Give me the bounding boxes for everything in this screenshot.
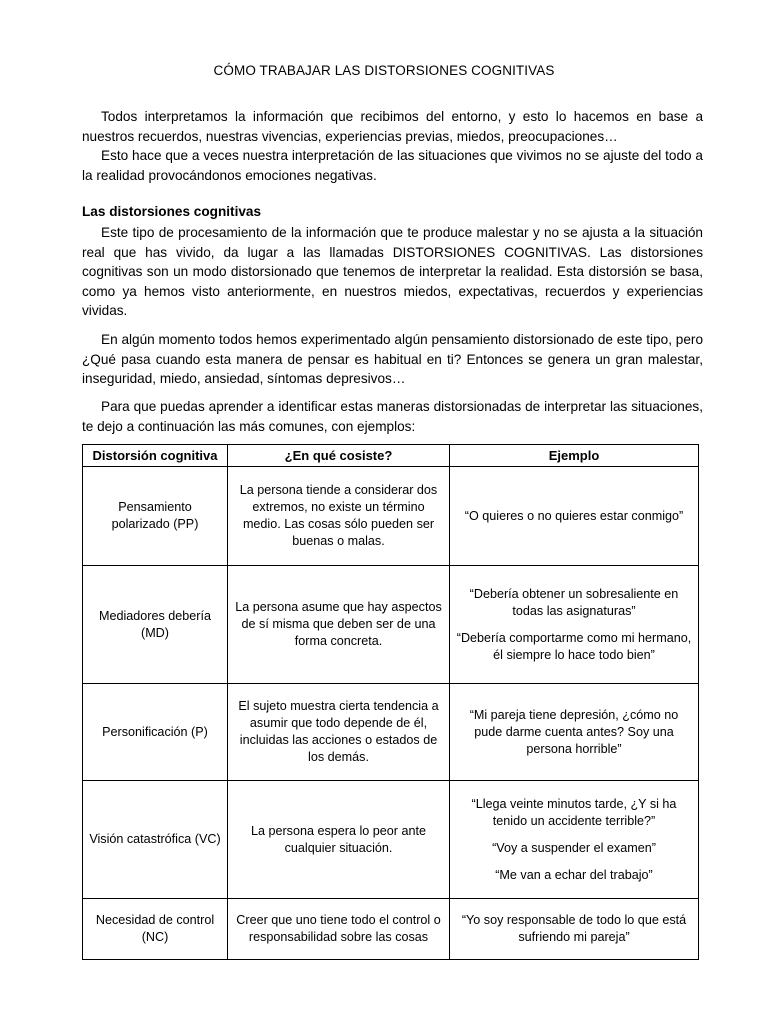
table-row — [83, 781, 699, 899]
distortion-example — [450, 684, 699, 781]
section-heading: Las distorsiones cognitivas — [82, 204, 262, 219]
distortion-description: La persona tiende a considerar dos extremos, no existe un término medio. Las cosas sólo pueden ser buenas o malas. — [228, 467, 450, 566]
distortion-name: Visión catastrófica (VC) — [83, 781, 228, 899]
distortion-description: La persona asume que hay aspectos de sí misma que deben ser de una forma concreta. — [228, 566, 450, 684]
distortion-example — [450, 467, 699, 566]
example-text: “Debería obtener un sobresaliente en todas las asignaturas” — [469, 586, 679, 618]
distortion-name: Necesidad de control (NC) — [83, 899, 228, 960]
distortion-description: El sujeto muestra cierta tendencia a asumir que todo depende de él, incluidas las acciones o estados de los demás. — [228, 684, 450, 781]
distortions-table — [82, 444, 699, 960]
page-title: CÓMO TRABAJAR LAS DISTORSIONES COGNITIVAS — [213, 63, 555, 78]
distortion-example — [450, 566, 699, 684]
table-row — [83, 467, 699, 566]
section-paragraph-3: Para que puedas aprender a identificar estas maneras distorsionadas de interpretar las situaciones, te dejo a continuación las más comunes, con ejemplos: — [82, 399, 703, 434]
section-paragraph-1: Este tipo de procesamiento de la información que te produce malestar y no se ajusta a la situación real que has vivido, da lugar a las llamadas DISTORSIONES COGNITIVAS. Las distorsiones cognitivas son un modo distorsionado que tenemos de interpretar la realidad. Esta distorsión se basa, como ya hemos visto anteriormente, en nuestros miedos, expectativas, recuerdos y experiencias vividas. — [82, 225, 703, 318]
example-text: “Voy a suspender el examen” — [492, 840, 656, 855]
distortion-description: La persona espera lo peor ante cualquier situación. — [228, 781, 450, 899]
distortion-example — [450, 899, 699, 960]
section-paragraph-2: En algún momento todos hemos experimentado algún pensamiento distorsionado de este tipo, pero ¿Qué pasa cuando esta manera de pensar es habitual en ti? Entonces se genera un gran malestar, inseguridad, miedo, ansiedad, síntomas depresivos… — [82, 332, 703, 386]
header-description: ¿En qué cosiste? — [228, 445, 450, 467]
example-text: “Debería comportarme como mi hermano, él siempre lo hace todo bien” — [456, 630, 692, 662]
example-text: “Me van a echar del trabajo” — [495, 867, 653, 882]
intro-paragraph-2: Esto hace que a veces nuestra interpretación de las situaciones que vivimos no se ajuste del todo a la realidad provocándonos emociones negativas. — [82, 148, 703, 183]
example-text: “Yo soy responsable de todo lo que está sufriendo mi pareja” — [461, 913, 687, 944]
distortion-example — [450, 781, 699, 899]
table-header-row — [83, 445, 699, 467]
example-text: “Mi pareja tiene depresión, ¿cómo no pude darme cuenta antes? Soy una persona horrible” — [469, 707, 679, 756]
header-distortion: Distorsión cognitiva — [83, 445, 228, 467]
table-row — [83, 899, 699, 960]
table-row — [83, 566, 699, 684]
header-example: Ejemplo — [450, 445, 699, 467]
intro-paragraph-1: Todos interpretamos la información que recibimos del entorno, y esto lo hacemos en base a nuestros recuerdos, nuestras vivencias, experiencias previas, miedos, preocupaciones… — [82, 109, 703, 144]
distortion-name: Pensamiento polarizado (PP) — [83, 467, 228, 566]
distortion-name: Personificación (P) — [83, 684, 228, 781]
example-text: “O quieres o no quieres estar conmigo” — [464, 508, 684, 523]
distortion-description: Creer que uno tiene todo el control o responsabilidad sobre las cosas — [228, 899, 450, 960]
example-text: “Llega veinte minutos tarde, ¿Y si ha tenido un accidente terrible?” — [471, 796, 677, 828]
table-row — [83, 684, 699, 781]
distortion-name: Mediadores debería (MD) — [83, 566, 228, 684]
